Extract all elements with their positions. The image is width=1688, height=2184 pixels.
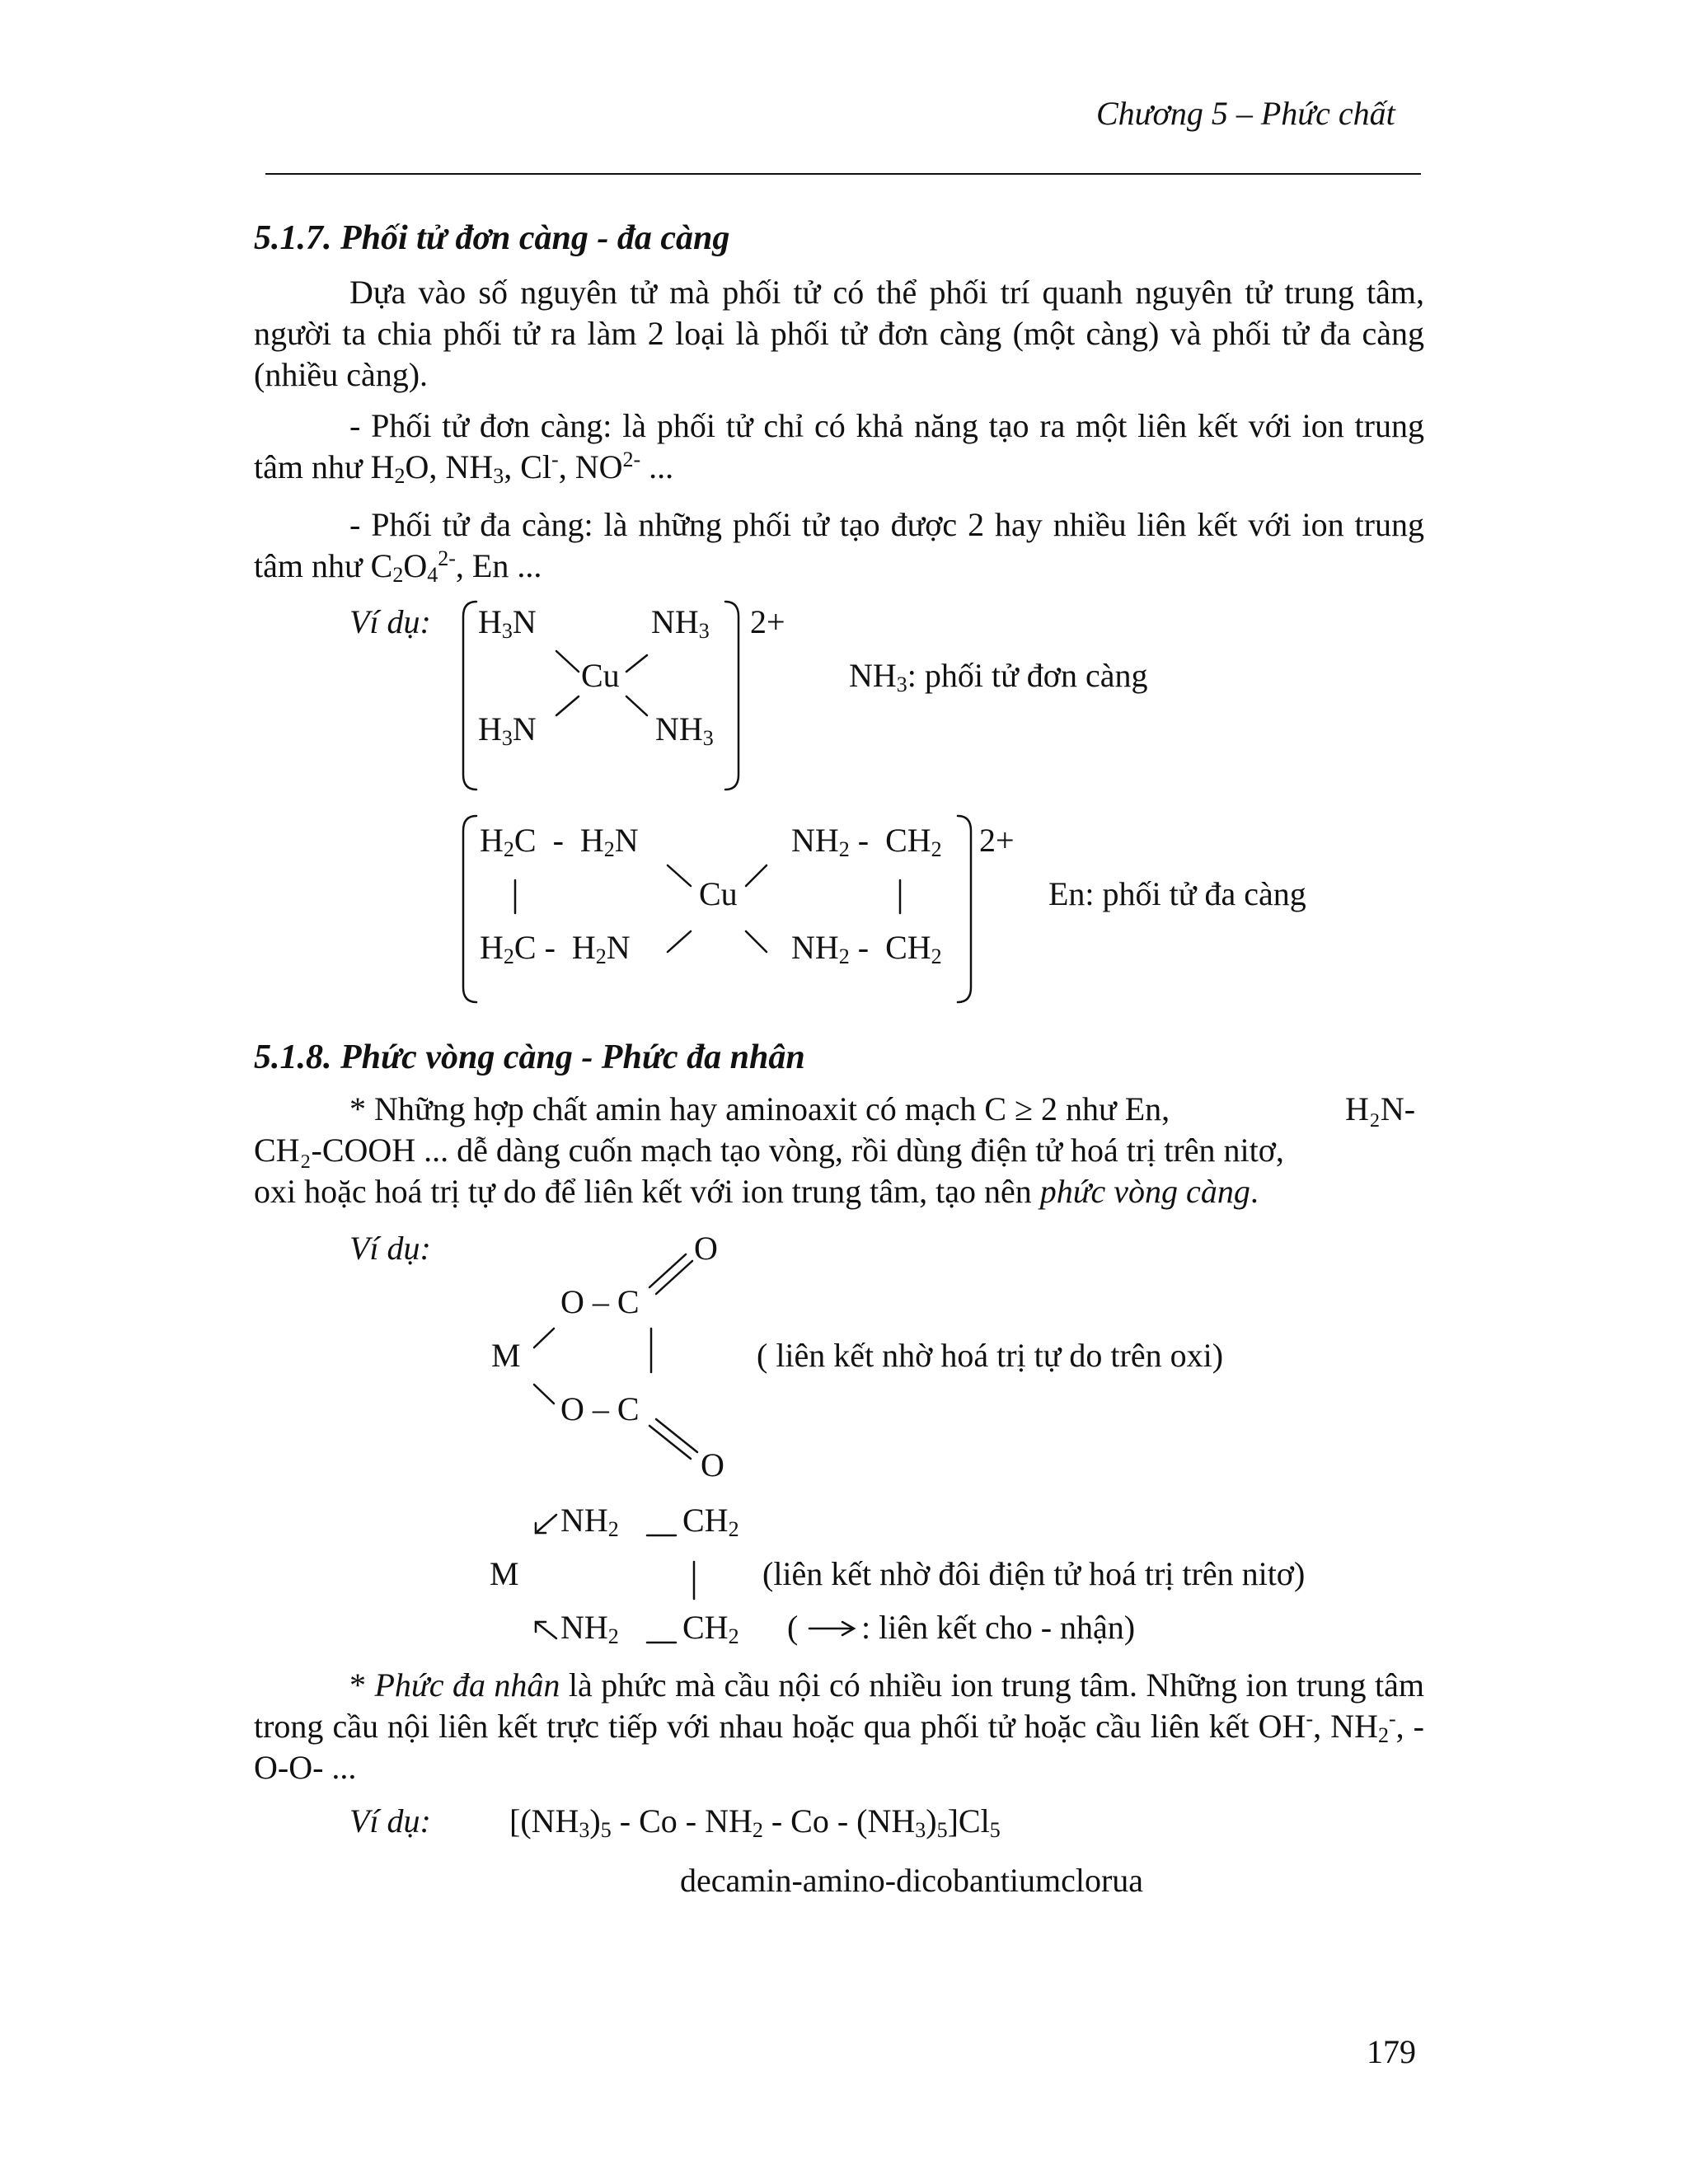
arrow-note-text: : liên kết cho - nhận) bbox=[861, 1609, 1136, 1646]
page-number: 179 bbox=[1367, 2033, 1416, 2070]
section-heading-517: 5.1.7. Phối tử đơn càng - đa càng bbox=[254, 219, 730, 257]
complex1-right-bracket bbox=[725, 602, 738, 790]
oxalate-metal: M bbox=[491, 1337, 521, 1374]
oxalate-o-top: O bbox=[694, 1230, 718, 1267]
complex1-bond-br bbox=[626, 696, 647, 715]
en-ch2-top: $CH_2$ bbox=[682, 1502, 739, 1541]
en-metal: M bbox=[490, 1555, 519, 1592]
complex2-nh2-ch2-bottom: $NH_2 - CH_2$ bbox=[791, 929, 942, 968]
oxalate-bond-m-o-bottom bbox=[534, 1385, 554, 1404]
complex2-bond-br bbox=[746, 931, 767, 952]
chelate-p1-line1-end: H₂N- bbox=[1345, 1090, 1416, 1127]
complex2-h2c-h2n-top: $H_2C - H_2N$ bbox=[480, 822, 639, 861]
complex1-bond-bl bbox=[556, 696, 579, 715]
chapter-header: Chương 5 – Phức chất bbox=[1096, 95, 1395, 132]
example-label-1: Ví dụ: bbox=[349, 603, 431, 640]
chelate-p1-line1: * Những hợp chất amin hay aminoaxit có mạch C ≥ 2 như En, bbox=[349, 1090, 1170, 1127]
en-arrow-top-line bbox=[536, 1515, 556, 1533]
complex1-charge: 2+ bbox=[750, 603, 785, 640]
complex1-h3n-top: $H_3N$ bbox=[478, 603, 537, 643]
en-note: (liên kết nhờ đôi điện tử hoá trị trên nitơ) bbox=[762, 1555, 1306, 1592]
example-label-2: Ví dụ: bbox=[349, 1230, 431, 1267]
complex1-h3n-bottom: $H_3N$ bbox=[478, 710, 537, 750]
complex2-nh2-ch2-top: $NH_2 - CH_2$ bbox=[791, 822, 942, 861]
complex1-left-bracket bbox=[463, 602, 476, 790]
oxalate-o-bottom: O bbox=[701, 1446, 724, 1483]
en-ch2-bottom: $CH_2$ bbox=[682, 1609, 739, 1648]
oxalate-o-c-top: O – C bbox=[560, 1283, 640, 1320]
complex2-bond-bl bbox=[668, 931, 691, 952]
complex1-center: Cu bbox=[581, 657, 620, 694]
oxalate-note: ( liên kết nhờ hoá trị tự do trên oxi) bbox=[757, 1337, 1224, 1374]
complex1-note: $NH_3$: phối tử đơn càng bbox=[849, 657, 1148, 696]
mono-prefix: - Phối tử đơn càng: là phối tử chỉ có khả năng tạo ra một liên kết với ion trung tâm như H bbox=[254, 407, 1424, 485]
chelate-p1-line2: CH₂-COOH ... dễ dàng cuốn mạch tạo vòng, rồi dùng điện tử hoá trị trên nitơ, bbox=[254, 1132, 1284, 1169]
complex1-nh3-top: $NH_3$ bbox=[651, 603, 710, 643]
oxalate-bond-m-o-top bbox=[534, 1329, 554, 1347]
en-arrow-bottom-line bbox=[536, 1622, 556, 1638]
arrow-note-open: ( bbox=[787, 1609, 799, 1646]
complex2-center: Cu bbox=[699, 875, 738, 912]
complex2-left-bracket bbox=[463, 816, 476, 1002]
polynuclear-paragraph: * Phức đa nhân là phức mà cầu nội có nhiều ion trung tâm. Những ion trung tâm trong cầu nội liên kết trực tiếp với nhau hoặc qua phối tử hoặc cầu liên kết OH-, $NH_2^-$, -O-O- ... bbox=[254, 1666, 1425, 1786]
complex1-nh3-bottom: $NH_3$ bbox=[655, 710, 714, 750]
intro-paragraph: Dựa vào số nguyên tử mà phối tử có thể phối trí quanh nguyên tử trung tâm, người ta chia phối tử ra làm 2 loại là phối tử đơn càng (một càng) và phối tử đa càng (nhiều càng). bbox=[254, 274, 1424, 393]
oxalate-o-c-bottom: O – C bbox=[560, 1390, 640, 1427]
example-label-3: Ví dụ: bbox=[349, 1802, 431, 1840]
complex2-h2c-h2n-bottom: $H_2C - H_2N$ bbox=[480, 929, 631, 968]
complex2-charge: 2+ bbox=[979, 822, 1015, 859]
polynuclear-formula: [$(NH_3)_5$ - Co - $NH_2$ - Co - $(NH_3)_5]Cl_5$ bbox=[509, 1802, 1001, 1842]
complex2-right-bracket bbox=[958, 816, 971, 1002]
complex1-bond-tr bbox=[626, 655, 647, 672]
poly-tail: , En ... bbox=[455, 547, 542, 584]
en-nh2-top: $NH_2$ bbox=[560, 1502, 619, 1541]
chelate-p1-line3: oxi hoặc hoá trị tự do để liên kết với ion trung tâm, tạo nên phức vòng càng. bbox=[254, 1173, 1259, 1210]
polynuclear-name: decamin-amino-dicobantiumclorua bbox=[680, 1862, 1144, 1899]
complex2-note: En: phối tử đa càng bbox=[1048, 875, 1306, 912]
mono-ligand-paragraph: - Phối tử đơn càng: là phối tử chỉ có khả năng tạo ra một liên kết với ion trung tâm như $H_2O$, $NH_3$, Cl-, $NO^{2-}$ ... bbox=[254, 407, 1424, 488]
section-heading-518: 5.1.8. Phức vòng càng - Phức đa nhân bbox=[254, 1038, 805, 1076]
complex1-bond-tl bbox=[556, 651, 579, 672]
poly-prefix: - Phối tử đa càng: là những phối tử tạo được 2 hay nhiều liên kết với ion trung tâm như C bbox=[254, 506, 1424, 584]
complex2-bond-tl bbox=[668, 865, 691, 886]
mono-tail: ... bbox=[640, 448, 674, 485]
complex2-bond-tr bbox=[746, 865, 767, 886]
en-nh2-bottom: $NH_2$ bbox=[560, 1609, 619, 1648]
poly-ligand-paragraph: - Phối tử đa càng: là những phối tử tạo được 2 hay nhiều liên kết với ion trung tâm như $C_2O_4^{2-}$, En ... bbox=[254, 506, 1424, 587]
